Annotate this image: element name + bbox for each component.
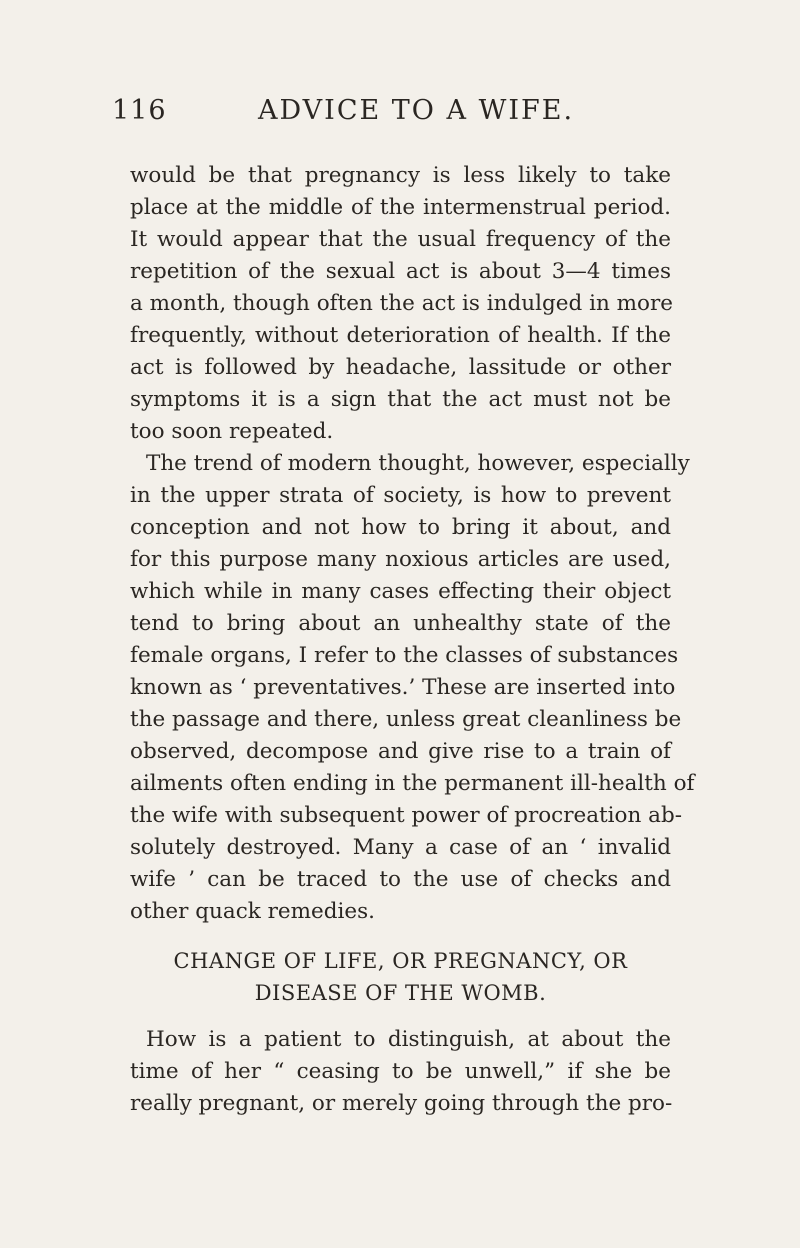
- text-line: repetition of the sexual act is about 3—4 times: [130, 259, 671, 284]
- text-line: too soon repeated.: [130, 419, 334, 444]
- text-line: a month, though often the act is indulged in more: [130, 291, 673, 316]
- text-line: ailments often ending in the permanent ill-health of: [130, 771, 695, 796]
- text-line: which while in many cases effecting their object: [130, 579, 671, 604]
- text-line: conception and not how to bring it about, and: [130, 515, 671, 540]
- text-line: observed, decompose and give rise to a train of: [130, 739, 671, 764]
- text-line: frequently, without deterioration of health. If the: [130, 323, 671, 348]
- text-line: time of her “ ceasing to be unwell,” if she be: [130, 1059, 671, 1084]
- section-heading-line: CHANGE OF LIFE, OR PREGNANCY, OR: [173, 949, 628, 973]
- text-line: other quack remedies.: [130, 899, 375, 924]
- text-line: place at the middle of the intermenstrual period.: [130, 195, 671, 220]
- text-line: How is a patient to distinguish, at about the: [146, 1027, 671, 1052]
- text-line: The trend of modern thought, however, especially: [146, 451, 690, 476]
- page-number: 116: [112, 95, 167, 126]
- text-line: It would appear that the usual frequency of the: [130, 227, 671, 252]
- text-line: tend to bring about an unhealthy state of the: [130, 611, 671, 636]
- text-line: symptoms it is a sign that the act must not be: [130, 387, 671, 412]
- text-line: for this purpose many noxious articles are used,: [130, 547, 671, 572]
- text-line: wife ’ can be traced to the use of checks and: [130, 867, 671, 892]
- running-head: ADVICE TO A WIFE.: [258, 95, 575, 126]
- text-line: in the upper strata of society, is how to prevent: [130, 483, 671, 508]
- text-line: really pregnant, or merely going through the pro-: [130, 1091, 673, 1116]
- text-line: the passage and there, unless great cleanliness be: [130, 707, 682, 732]
- section-heading-line: DISEASE OF THE WOMB.: [254, 981, 547, 1005]
- text-line: act is followed by headache, lassitude or other: [130, 355, 671, 380]
- text-line: female organs, I refer to the classes of substances: [130, 643, 679, 668]
- page-header: [112, 95, 672, 139]
- text-line: would be that pregnancy is less likely to take: [130, 163, 671, 188]
- text-line: known as ‘ preventatives.’ These are inserted into: [130, 675, 676, 700]
- text-line: solutely destroyed. Many a case of an ‘ invalid: [130, 835, 671, 860]
- text-line: the wife with subsequent power of procreation ab-: [130, 803, 683, 828]
